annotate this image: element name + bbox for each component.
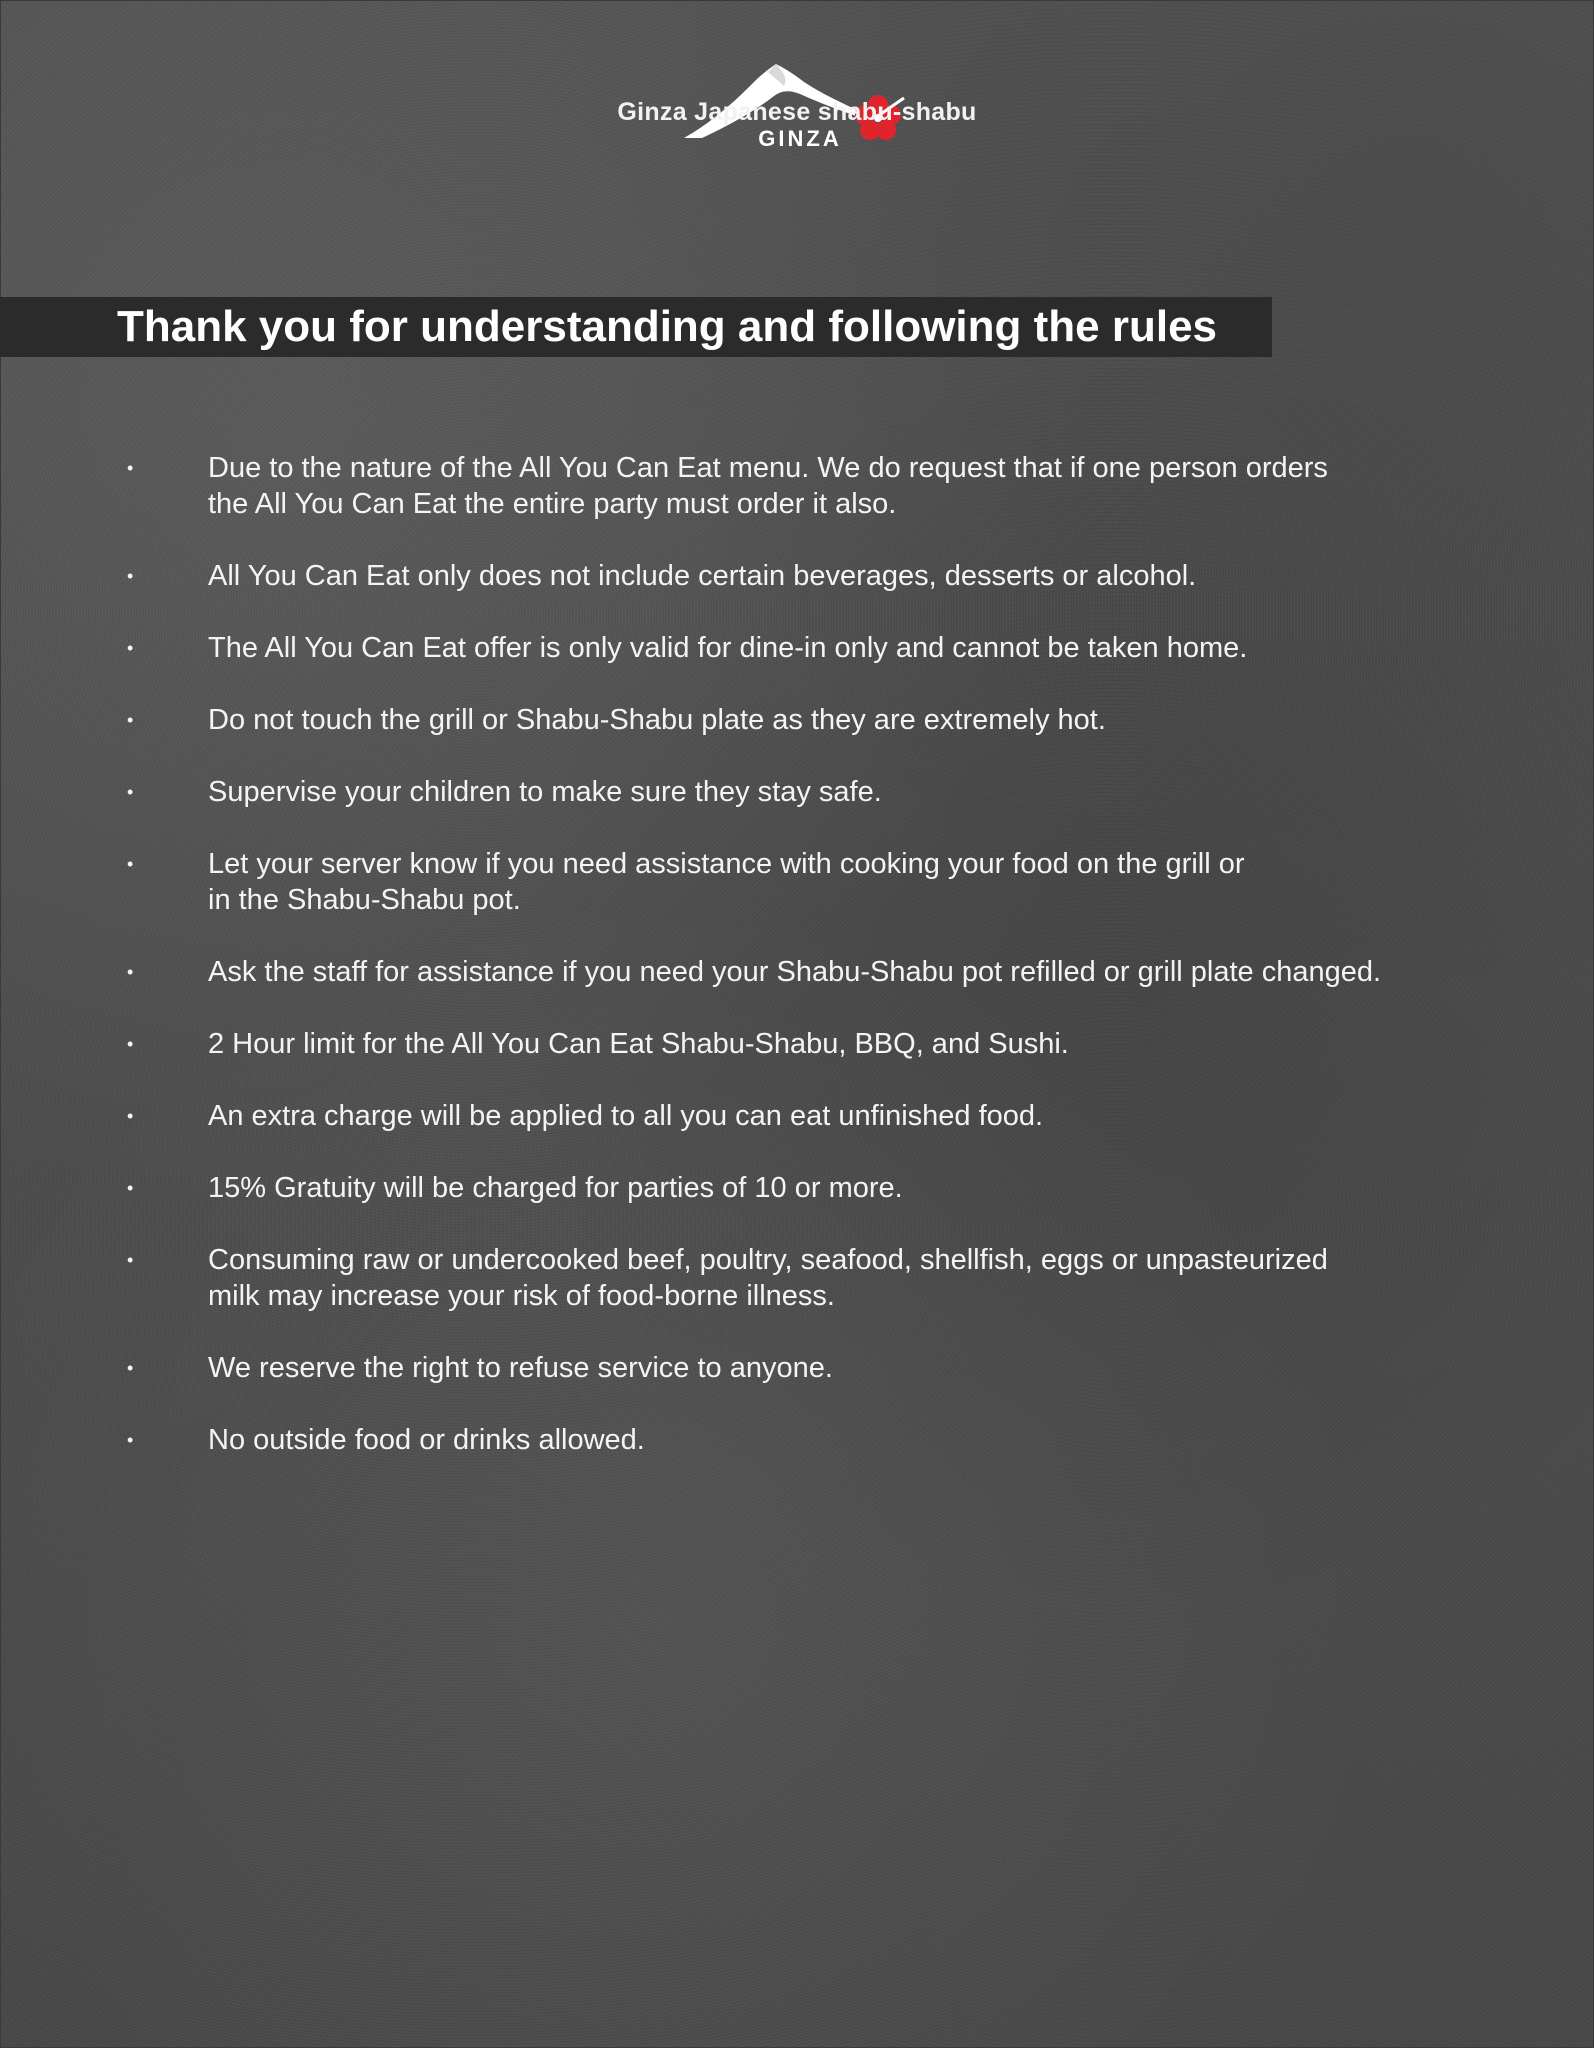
list-item xyxy=(0,558,1594,594)
bullet-icon: • xyxy=(127,1250,134,1270)
list-item xyxy=(0,1026,1594,1062)
bullet-icon: • xyxy=(127,782,134,802)
bullet-icon: • xyxy=(127,1034,134,1054)
list-item xyxy=(0,846,1594,918)
page-title: Thank you for understanding and following the rules xyxy=(117,302,1218,351)
rule-text: The All You Can Eat offer is only valid for dine-in only and cannot be taken home. xyxy=(208,632,1248,664)
rule-text: 2 Hour limit for the All You Can Eat Shabu-Shabu, BBQ, and Sushi. xyxy=(208,1028,1069,1060)
rule-text: Consuming raw or undercooked beef, poultry, seafood, shellfish, eggs or unpasteurized milk may increase your risk of food-borne illness. xyxy=(208,1244,1328,1312)
bullet-icon: • xyxy=(127,1106,134,1126)
rule-text: Due to the nature of the All You Can Eat menu. We do request that if one person orders the All You Can Eat the entire party must order it also. xyxy=(208,452,1328,520)
rule-text: All You Can Eat only does not include certain beverages, desserts or alcohol. xyxy=(208,560,1197,592)
list-item xyxy=(0,954,1594,990)
list-item xyxy=(0,702,1594,738)
list-item xyxy=(0,630,1594,666)
rule-text: Supervise your children to make sure they stay safe. xyxy=(208,776,882,808)
bullet-icon: • xyxy=(127,710,134,730)
bullet-icon: • xyxy=(127,1358,134,1378)
list-item xyxy=(0,774,1594,810)
rules-list xyxy=(0,450,1594,1494)
bullet-icon: • xyxy=(127,566,134,586)
list-item xyxy=(0,1170,1594,1206)
logo-text: GINZA xyxy=(758,126,842,151)
restaurant-name: Ginza Japanese shabu-shabu xyxy=(617,98,977,126)
title-banner xyxy=(0,297,1272,357)
list-item xyxy=(0,1098,1594,1134)
list-item xyxy=(0,1242,1594,1314)
bullet-icon: • xyxy=(127,854,134,874)
list-item xyxy=(0,450,1594,522)
bullet-icon: • xyxy=(127,458,134,478)
list-item xyxy=(0,1350,1594,1386)
rule-text: We reserve the right to refuse service to anyone. xyxy=(208,1352,833,1384)
list-item xyxy=(0,1422,1594,1458)
bullet-icon: • xyxy=(127,638,134,658)
bullet-icon: • xyxy=(127,962,134,982)
rule-text: Let your server know if you need assistance with cooking your food on the grill or in the Shabu-Shabu pot. xyxy=(208,848,1245,916)
rule-text: 15% Gratuity will be charged for parties of 10 or more. xyxy=(208,1172,903,1204)
rule-text: An extra charge will be applied to all you can eat unfinished food. xyxy=(208,1100,1044,1132)
rule-text: Do not touch the grill or Shabu-Shabu plate as they are extremely hot. xyxy=(208,704,1106,736)
bullet-icon: • xyxy=(127,1430,134,1450)
rule-text: No outside food or drinks allowed. xyxy=(208,1424,645,1456)
rule-text: Ask the staff for assistance if you need your Shabu-Shabu pot refilled or grill plate changed. xyxy=(208,956,1382,988)
bullet-icon: • xyxy=(127,1178,134,1198)
